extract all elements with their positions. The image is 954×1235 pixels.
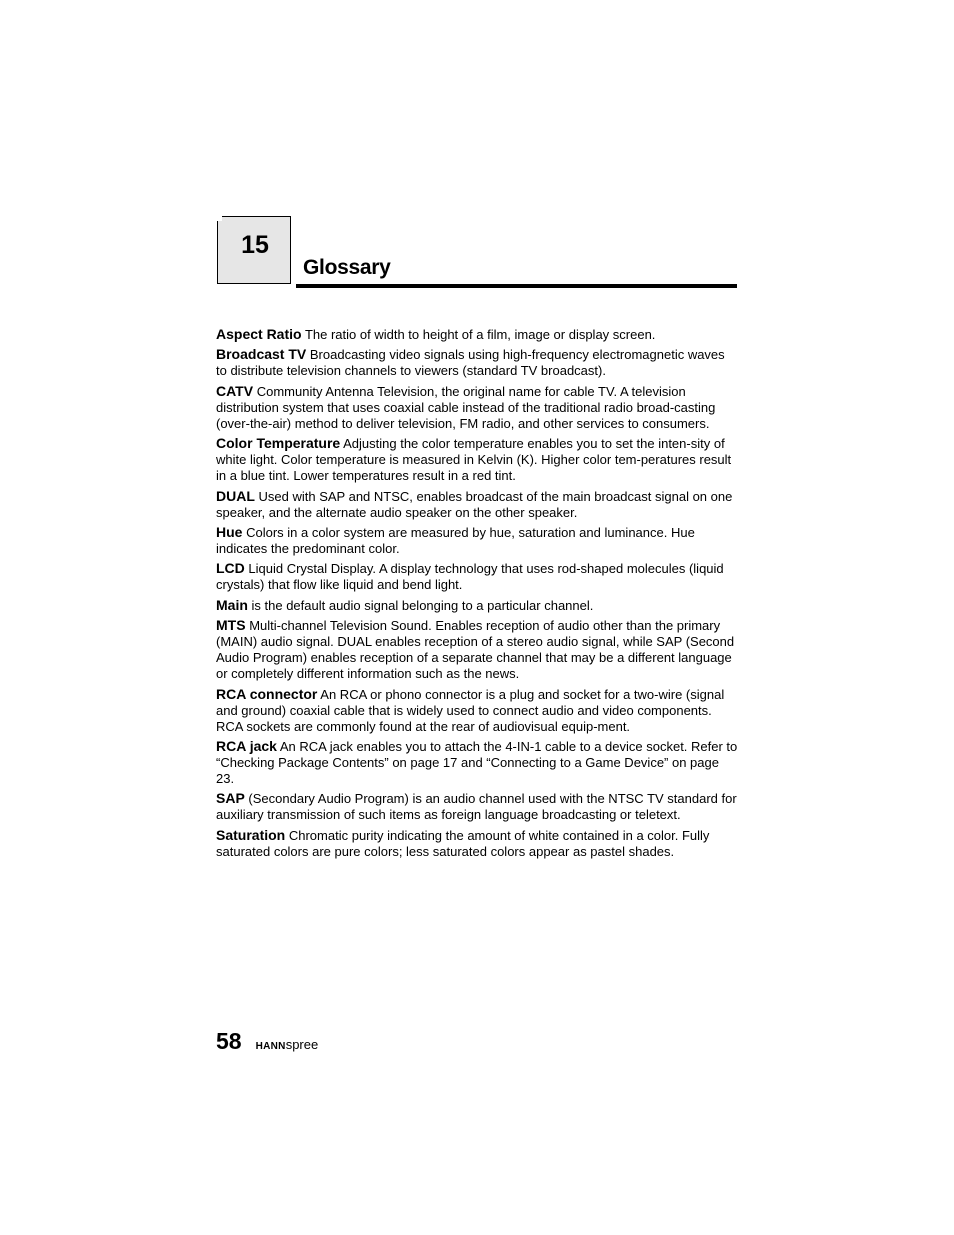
title-underline: [296, 284, 737, 288]
brand-logo-light: spree: [285, 1037, 319, 1052]
glossary-definition: is the default audio signal belonging to a particular channel.: [251, 597, 594, 613]
page-footer: [216, 1028, 318, 1055]
glossary-definition: Community Antenna Television, the original name for cable TV. A television distribution system that uses coaxial cable instead of the traditional radio broad-casting (over-the-air) method to deliver television, FM radio, and other services to consumers.: [216, 383, 716, 431]
glossary-term: MTS: [216, 617, 246, 634]
glossary-term: DUAL: [216, 487, 255, 504]
glossary-entry-saturation: [216, 827, 738, 860]
glossary-entry-rca-connector: [216, 686, 738, 735]
glossary-term: Saturation: [216, 826, 286, 843]
glossary-definition: The ratio of width to height of a film, image or display screen.: [304, 327, 656, 342]
glossary-term: Color Temperature: [216, 435, 341, 452]
glossary-entry-hue: [216, 524, 738, 557]
glossary-list: [216, 326, 738, 863]
glossary-definition: Used with SAP and NTSC, enables broadcast of the main broadcast signal on one speaker, and the alternate audio speaker on the other speaker.: [216, 488, 733, 520]
glossary-entry-sap: [216, 790, 738, 823]
brand-logo-strong: HANN: [255, 1041, 286, 1052]
glossary-term: Hue: [216, 523, 243, 540]
glossary-term: Main: [216, 596, 248, 613]
glossary-entry-rca-jack: [216, 738, 738, 787]
glossary-definition: An RCA or phono connector is a plug and socket for a two-wire (signal and ground) coaxial cable that is widely used to connect audio and video components. RCA sockets are commonly found at the rear of audiovisual equip-ment.: [216, 686, 725, 734]
glossary-entry-lcd: [216, 560, 738, 593]
glossary-definition: Broadcasting video signals using high-frequency electromagnetic waves to distribute television channels to viewers (standard TV broadcast).: [216, 347, 725, 379]
glossary-definition: An RCA jack enables you to attach the 4-IN-1 cable to a device socket. Refer to “Checking Package Contents” on page 17 and “Connecting to a Game Device” on page 23.: [216, 738, 738, 786]
glossary-entry-catv: [216, 383, 738, 432]
glossary-definition: (Secondary Audio Program) is an audio channel used with the NTSC TV standard for auxiliary transmission of such items as foreign language broadcasting or teletext.: [216, 791, 737, 823]
chapter-number: 15: [241, 231, 269, 259]
page-number: 58: [216, 1028, 242, 1054]
glossary-term: SAP: [216, 790, 245, 807]
glossary-term: CATV: [216, 382, 254, 399]
chapter-number-box: [217, 216, 291, 284]
glossary-term: RCA jack: [216, 737, 277, 754]
chapter-title: Glossary: [303, 256, 391, 279]
glossary-term: RCA connector: [216, 685, 318, 702]
glossary-entry-aspect-ratio: [216, 326, 738, 343]
brand-logo: [256, 1037, 319, 1052]
glossary-entry-dual: [216, 488, 738, 521]
glossary-entry-mts: [216, 617, 738, 682]
glossary-definition: Colors in a color system are measured by hue, saturation and luminance. Hue indicates the predominant color.: [216, 524, 695, 556]
glossary-entry-broadcast-tv: [216, 346, 738, 379]
glossary-term: LCD: [216, 560, 245, 577]
glossary-definition: Chromatic purity indicating the amount of white contained in a color. Fully saturated colors are pure colors; less saturated colors appear as pastel shades.: [216, 827, 710, 859]
glossary-term: Aspect Ratio: [216, 326, 302, 342]
glossary-definition: Liquid Crystal Display. A display technology that uses rod-shaped molecules (liquid crystals) that flow like liquid and bend light.: [216, 561, 724, 593]
glossary-entry-color-temperature: [216, 435, 738, 484]
glossary-entry-main: [216, 597, 738, 614]
glossary-definition: Multi-channel Television Sound. Enables reception of audio other than the primary (MAIN) audio signal. DUAL enables reception of a stereo audio signal, while SAP (Second Audio Program) enables reception of a separate channel that may be a different language or completely different information such as the news.: [216, 618, 735, 682]
glossary-definition: Adjusting the color temperature enables you to set the inten-sity of white light. Color temperature is measured in Kelvin (K). Higher color tem-peratures result in a blue tint. Lower temperatures result in a red tint.: [216, 436, 732, 484]
glossary-term: Broadcast TV: [216, 346, 307, 363]
